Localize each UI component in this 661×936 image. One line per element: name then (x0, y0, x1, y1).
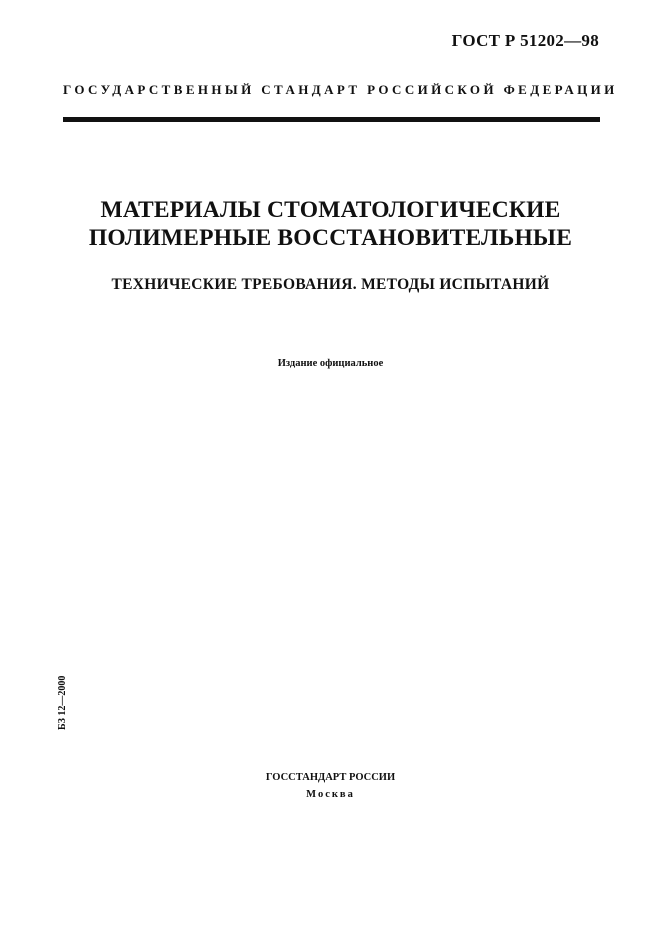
document-code: ГОСТ Р 51202—98 (451, 31, 599, 50)
standard-header: ГОСУДАРСТВЕННЫЙ СТАНДАРТ РОССИЙСКОЙ ФЕДЕРАЦИИ (63, 82, 618, 97)
subtitle: ТЕХНИЧЕСКИЕ ТРЕБОВАНИЯ. МЕТОДЫ ИСПЫТАНИЙ (111, 276, 550, 293)
header-divider (63, 117, 600, 122)
main-title (40, 196, 621, 252)
side-code: БЗ 12—2000 (57, 675, 68, 730)
main-title-line-2: ПОЛИМЕРНЫЕ ВОССТАНОВИТЕЛЬНЫЕ (88, 225, 573, 251)
edition-note: Издание официальное (277, 358, 384, 369)
main-title-line-1: МАТЕРИАЛЫ СТОМАТОЛОГИЧЕСКИЕ (100, 197, 561, 223)
publication-city: Москва (306, 789, 355, 800)
publisher: ГОССТАНДАРТ РОССИИ (265, 772, 396, 783)
